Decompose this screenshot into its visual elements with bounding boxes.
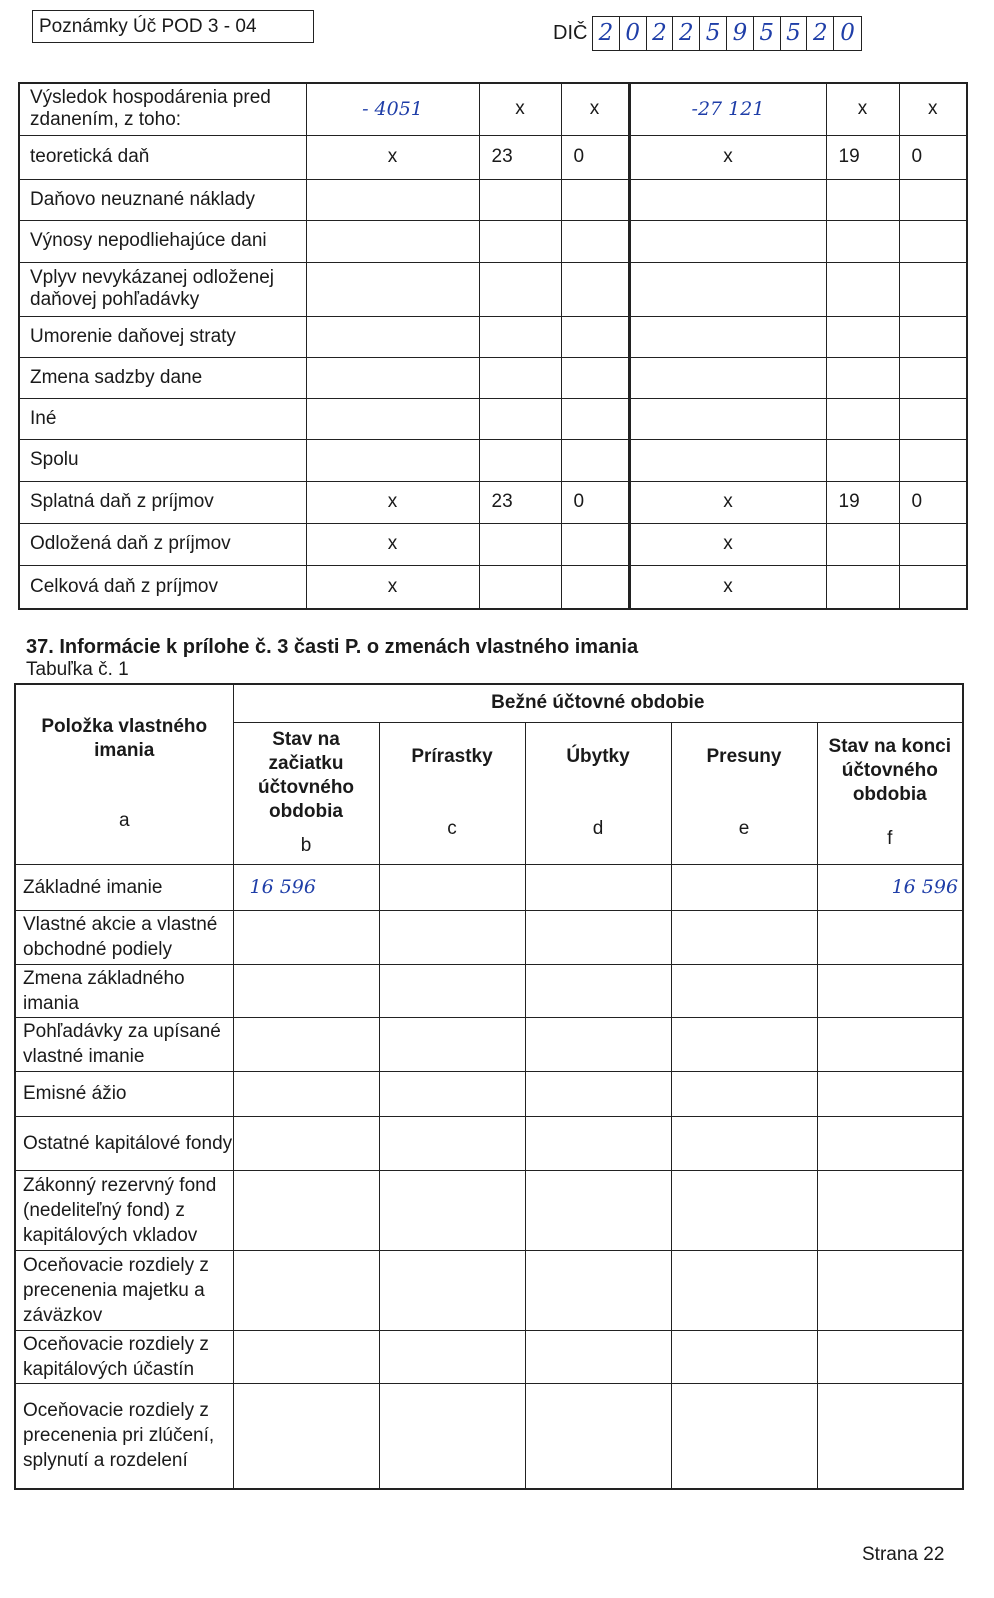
table-cell: [899, 523, 967, 565]
row-label: Daňovo neuznané náklady: [19, 179, 306, 220]
dic-digit: 9: [727, 17, 754, 50]
table-cell: x: [629, 523, 826, 565]
table-cell: [899, 316, 967, 357]
table-cell: [671, 1170, 817, 1250]
table-cell: [525, 1383, 671, 1489]
table-cell: [233, 1017, 379, 1071]
table-cell: [826, 316, 899, 357]
table-cell: x: [306, 523, 479, 565]
table-cell: [826, 262, 899, 316]
column-letter: c: [447, 818, 457, 839]
column-header: [379, 722, 525, 864]
row-label: Spolu: [19, 439, 306, 481]
table-cell: [479, 565, 561, 609]
column-header-label: Úbytky: [566, 746, 630, 767]
table-row: [15, 1330, 963, 1383]
table-cell: [479, 398, 561, 439]
dic-digit: 5: [700, 17, 727, 50]
table-cell: [306, 398, 479, 439]
table-cell: [817, 1250, 963, 1330]
table-cell: [817, 1116, 963, 1170]
table-cell: [525, 1017, 671, 1071]
row-label: Vlastné akcie a vlastné obchodné podiely: [15, 910, 233, 964]
row-label: Pohľadávky za upísané vlastné imanie: [15, 1017, 233, 1071]
row-label: Zmena sadzby dane: [19, 357, 306, 398]
table-cell: [671, 1330, 817, 1383]
table-cell: [379, 964, 525, 1017]
table-cell: [525, 1250, 671, 1330]
table-cell: [817, 1017, 963, 1071]
row-label: teoretická daň: [19, 135, 306, 179]
table-cell: [561, 439, 629, 481]
table-cell: [817, 964, 963, 1017]
table-cell: [306, 179, 479, 220]
table-cell: [671, 964, 817, 1017]
table-cell: x: [306, 135, 479, 179]
table-cell: [233, 1250, 379, 1330]
table-cell: [479, 357, 561, 398]
row-label: Ostatné kapitálové fondy: [15, 1116, 233, 1170]
table-row: [19, 398, 967, 439]
table-row: [15, 1170, 963, 1250]
table-cell: [379, 1017, 525, 1071]
table-cell: x: [629, 135, 826, 179]
table-cell: [899, 398, 967, 439]
row-label: Oceňovacie rozdiely z kapitálových účastín: [15, 1330, 233, 1383]
row-label: Vplyv nevykázanej odloženej daňovej pohľadávky: [19, 262, 306, 316]
table-row: [19, 135, 967, 179]
equity-changes-table: [14, 683, 964, 1490]
table-cell: [525, 864, 671, 910]
table-cell: [525, 1116, 671, 1170]
table-row: [19, 262, 967, 316]
table-row: [19, 565, 967, 609]
table-cell: [479, 439, 561, 481]
table-cell: [899, 262, 967, 316]
table-cell: [379, 1330, 525, 1383]
table-cell: [379, 1170, 525, 1250]
table-cell: x: [306, 565, 479, 609]
column-letter: a: [118, 810, 130, 832]
table-row: [19, 439, 967, 481]
table-cell: [561, 565, 629, 609]
table-cell: [233, 1330, 379, 1383]
form-title: Poznámky Úč POD 3 - 04: [32, 10, 314, 43]
table-cell: [479, 523, 561, 565]
table-row: [15, 1017, 963, 1071]
dic-label: DIČ: [553, 22, 588, 44]
table-cell: [671, 1071, 817, 1116]
table-cell: [826, 220, 899, 262]
table-cell: [671, 910, 817, 964]
column-header: [233, 722, 379, 864]
column-header-label: Prírastky: [411, 746, 493, 767]
table-cell: [561, 357, 629, 398]
table-cell: [826, 439, 899, 481]
column-header: [525, 722, 671, 864]
table-cell: x: [561, 83, 629, 135]
table-cell: [629, 179, 826, 220]
table-cell: [306, 439, 479, 481]
table-cell: [479, 179, 561, 220]
table-row: [15, 910, 963, 964]
column-header: [671, 722, 817, 864]
item-header-label: Položka vlastného imania: [41, 716, 208, 762]
handwritten-value: - 4051: [306, 83, 479, 135]
table-cell: [826, 523, 899, 565]
table-cell: x: [629, 481, 826, 523]
table-cell: [379, 1071, 525, 1116]
table-cell: 0: [899, 135, 967, 179]
table-cell: [233, 1116, 379, 1170]
table-cell: [561, 179, 629, 220]
table-cell: [233, 964, 379, 1017]
table-cell: [899, 439, 967, 481]
table-cell: [561, 220, 629, 262]
dic-digit: 2: [647, 17, 674, 50]
table-cell: [817, 1383, 963, 1489]
row-label: Oceňovacie rozdiely z precenenia pri zlúčení, splynutí a rozdelení: [15, 1383, 233, 1489]
table-cell: [671, 1017, 817, 1071]
table-row: [19, 481, 967, 523]
row-label: Výnosy nepodliehajúce dani: [19, 220, 306, 262]
table-cell: [817, 1071, 963, 1116]
table-cell: 0: [899, 481, 967, 523]
table-row: [19, 179, 967, 220]
dic-digit: 2: [807, 17, 834, 50]
dic-digit: 5: [754, 17, 781, 50]
table-cell: x: [479, 83, 561, 135]
table-cell: [899, 565, 967, 609]
table-row: [19, 83, 967, 135]
table-cell: [817, 1170, 963, 1250]
table-cell: [899, 179, 967, 220]
table-row: [15, 1071, 963, 1116]
table-row: [19, 220, 967, 262]
table-cell: [233, 1071, 379, 1116]
table-cell: [233, 1170, 379, 1250]
page-number: Strana 22: [862, 1544, 945, 1565]
dic-digit: 0: [840, 20, 855, 46]
table-cell: [826, 565, 899, 609]
table-cell: 23: [479, 135, 561, 179]
table-cell: [671, 1383, 817, 1489]
row-label: Zmena základného imania: [15, 964, 233, 1017]
column-header-label: Stav na konci účtovného obdobia: [828, 736, 952, 805]
table-cell: [306, 220, 479, 262]
table-cell: [629, 398, 826, 439]
table-cell: [561, 316, 629, 357]
table-cell: [561, 523, 629, 565]
table-cell: [899, 220, 967, 262]
row-label: Zákonný rezervný fond (nedeliteľný fond) z kapitálových vkladov: [15, 1170, 233, 1250]
table-cell: [629, 262, 826, 316]
row-label: Základné imanie: [15, 864, 233, 910]
handwritten-value: 16 596: [817, 864, 963, 910]
dic-digit: 0: [620, 17, 647, 50]
table-cell: [233, 1383, 379, 1489]
dic-digit: 2: [593, 17, 620, 50]
table-cell: [379, 1383, 525, 1489]
table-cell: [525, 1330, 671, 1383]
column-letter: d: [592, 818, 604, 839]
table-cell: [826, 398, 899, 439]
table-cell: [629, 439, 826, 481]
dic-boxes: [592, 16, 862, 51]
row-label: Oceňovacie rozdiely z precenenia majetku a záväzkov: [15, 1250, 233, 1330]
row-label: Splatná daň z príjmov: [19, 481, 306, 523]
table-cell: [525, 964, 671, 1017]
table-cell: x: [899, 83, 967, 135]
table-cell: 0: [561, 135, 629, 179]
table-row: [15, 864, 963, 910]
dic-digit: 2: [673, 17, 700, 50]
table-cell: [379, 1116, 525, 1170]
column-letter: f: [887, 828, 893, 849]
table-cell: [306, 262, 479, 316]
column-letter: e: [738, 818, 750, 839]
table-cell: [306, 316, 479, 357]
table-row: [19, 523, 967, 565]
table-cell: [629, 220, 826, 262]
section-title: 37. Informácie k prílohe č. 3 časti P. o zmenách vlastného imania: [26, 636, 639, 658]
column-letter: b: [300, 835, 312, 856]
table-cell: 19: [826, 481, 899, 523]
table-cell: [479, 262, 561, 316]
table-cell: 19: [826, 135, 899, 179]
table-cell: [379, 864, 525, 910]
table-cell: [379, 1250, 525, 1330]
row-label: Odložená daň z príjmov: [19, 523, 306, 565]
period-header: Bežné účtovné obdobie: [233, 684, 963, 722]
table-row: [15, 1383, 963, 1489]
table-cell: [826, 357, 899, 398]
dic-digit: 5: [781, 17, 808, 50]
table-cell: [306, 357, 479, 398]
row-label: Výsledok hospodárenia pred zdanením, z toho:: [19, 83, 306, 135]
table-cell: [629, 357, 826, 398]
table-cell: [233, 910, 379, 964]
table-cell: [525, 1170, 671, 1250]
table-row: [19, 316, 967, 357]
row-label: Emisné ážio: [15, 1071, 233, 1116]
table-row: [19, 357, 967, 398]
table-cell: [671, 1250, 817, 1330]
table-row: [15, 1250, 963, 1330]
table-cell: [479, 220, 561, 262]
table-cell: [525, 910, 671, 964]
row-label: Umorenie daňovej straty: [19, 316, 306, 357]
item-header: [15, 684, 233, 864]
tax-reconciliation-table: [18, 82, 968, 610]
table-row: [15, 964, 963, 1017]
table-row: [15, 1116, 963, 1170]
column-header-label: Presuny: [706, 746, 782, 767]
column-header: [817, 722, 963, 864]
table-cell: 0: [561, 481, 629, 523]
table-cell: [379, 910, 525, 964]
table-cell: [817, 1330, 963, 1383]
column-header-label: Stav na začiatku účtovného obdobia: [257, 729, 355, 822]
table-cell: [479, 316, 561, 357]
table-cell: x: [826, 83, 899, 135]
table-cell: [525, 1071, 671, 1116]
row-label: Celková daň z príjmov: [19, 565, 306, 609]
table-cell: [817, 910, 963, 964]
table-cell: [671, 1116, 817, 1170]
handwritten-value: 16 596: [233, 864, 379, 910]
table-cell: [561, 262, 629, 316]
handwritten-value: -27 121: [629, 83, 826, 135]
row-label: Iné: [19, 398, 306, 439]
table-cell: [629, 316, 826, 357]
table-cell: [826, 179, 899, 220]
table-cell: [899, 357, 967, 398]
table-cell: x: [306, 481, 479, 523]
table-cell: x: [629, 565, 826, 609]
table-subtitle: Tabuľka č. 1: [26, 659, 129, 680]
table-cell: 23: [479, 481, 561, 523]
table-cell: [561, 398, 629, 439]
table-cell: [671, 864, 817, 910]
